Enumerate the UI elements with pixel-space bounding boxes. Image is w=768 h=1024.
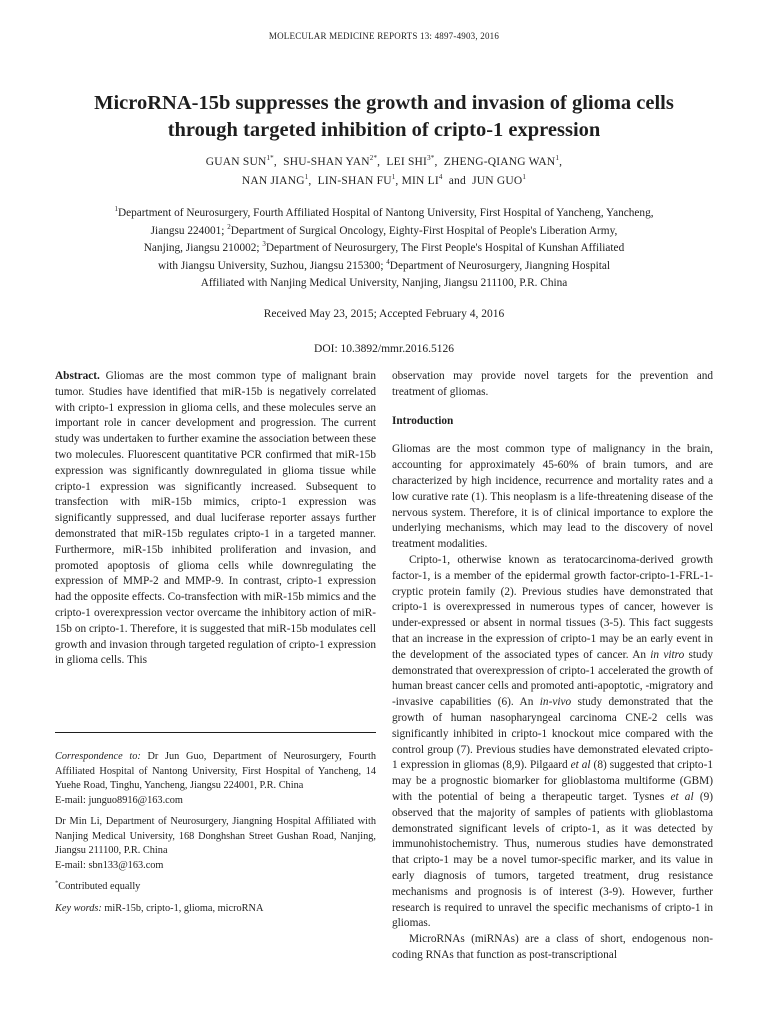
keywords: miR-15b, cripto-1, glioma, microRNA (104, 902, 264, 914)
author-affil-mark: 4 (438, 173, 443, 182)
article-title (40, 90, 728, 144)
affil-mark: 2 (227, 222, 231, 231)
abstract (55, 369, 376, 669)
affil-mark: 4 (386, 258, 390, 267)
title-line-1: MicroRNA-15b suppresses the growth and invasion of glioma cells (94, 92, 674, 114)
author: NAN JIANG (241, 175, 305, 187)
author-affil-mark: 2* (369, 154, 378, 163)
intro-paragraph-3: MicroRNAs (miRNAs) are a class of short, endogenous non-coding RNAs that function as post-transcriptional (392, 933, 713, 961)
affil-mark: 1 (114, 205, 118, 214)
intro-text: study demonstrated that the growth of human nasopharyngeal carcinoma CNE-2 cells was significantly inhibited in cripto-1 knockout mice compared with the control group (7). Previous studies have demonstrated elevated cripto-1 expression in gliomas (8,9). Pilgaard (392, 696, 713, 772)
left-column (55, 369, 376, 669)
author: ZHENG-QIANG WAN (443, 156, 556, 168)
running-header: MOLECULAR MEDICINE REPORTS 13: 4897-4903, 2016 (268, 31, 500, 41)
author: MIN LI (401, 175, 439, 187)
correspondence-label: Correspondence to: (55, 751, 141, 762)
title-line-2: through targeted inhibition of cripto-1 expression (167, 119, 601, 141)
intro-text: (8) suggested that cripto-1 may be a prognostic biomarker for glioblastoma multiforme (GBM) with the potential of being a therapeutic target. Tysnes (392, 759, 713, 803)
affiliation: Department of Neurosurgery, Jiangning Hospital (389, 259, 611, 272)
intro-text: (9) observed that the majority of samples of patients with glioblastoma demonstrated significant levels of cripto-1, as it was detected by immunohistochemistry. Thus, numerous studies have demonstrated that cripto-1 may be a novel tumor-specific marker, and its value in early diagnosis of tumors, targeted treatment, drug resistance mechanisms and prognosis is of interest (3-9). However, further research is required to unravel the specific mechanisms of cripto-1 in gliomas. (392, 790, 714, 930)
author-affil-mark: 1 (555, 154, 560, 163)
intro-paragraph-2 (392, 553, 713, 932)
affiliation: Department of Neurosurgery, The First People's Hospital of Kunshan Affiliated (265, 242, 625, 255)
footnote-divider (55, 732, 376, 733)
author-affil-mark: 3* (427, 154, 435, 163)
introduction-heading: Introduction (392, 414, 454, 427)
author: LIN-SHAN FU (317, 175, 392, 187)
author-affil-mark: 1 (522, 173, 527, 182)
affiliations (66, 205, 702, 293)
intro-italic: in vitro (650, 648, 685, 661)
intro-paragraph-1: Gliomas are the most common type of malignancy in the brain, accounting for approximately 45-60% of brain tumors, and are characterized by high incidence, recurrence and mortality rates and a low curative rate (1). This neoplasm is a life-threatening disease of the nervous system. Therefore, it is of clinical importance to explore the underlying mechanisms, which may lead to the discovery of novel treatment modalities. (392, 443, 713, 551)
affiliation: Affiliated with Nanjing Medical University, Nanjing, Jiangsu 211100, P.R. China (200, 277, 568, 290)
author: SHU-SHAN YAN (283, 156, 370, 168)
author: LEI SHI (386, 156, 428, 168)
contributed-equally: Contributed equally (58, 881, 141, 892)
abstract-continued: observation may provide novel targets for the prevention and treatment of gliomas. (392, 370, 713, 398)
received-accepted-dates: Received May 23, 2015; Accepted February 4, 2016 (263, 308, 505, 320)
affiliation: Department of Neurosurgery, Fourth Affiliated Hospital of Nantong University, First Hospital of Yancheng, Yancheng, (117, 207, 654, 219)
contrib-mark: * (55, 879, 59, 887)
doi: DOI: 10.3892/mmr.2016.5126 (314, 343, 454, 355)
intro-text: study demonstrated that overexpression of cripto-1 accelerated the growth of human breast cancer cells and promoted anti-apoptotic, -migratory and -invasive capabilities (6). An (392, 648, 713, 709)
author-affil-mark: 1* (266, 154, 274, 163)
intro-text: Cripto-1, otherwise known as teratocarcinoma-derived growth factor-1, is a member of the epidermal growth factor-cripto-1-FRL-1-cryptic protein family (2). Previous studies have demonstrated that cripto-1 is overexpressed in numerous types of cancer, however is under-expressed or absent in normal tissues (3-5). This fact suggests that an increase in the expression of cripto-1 may be an early event in the development of the associated types of cancer. An (392, 553, 713, 661)
correspondence-li: Dr Min Li, Department of Neurosurgery, Jiangning Hospital Affiliated with Nanjing Medical University, 168 Donghshan Street Gushan Road, Nanjing, Jiangsu 211100, P.R. China (55, 816, 376, 856)
affiliation: Department of Surgical Oncology, Eighty-First Hospital of People's Liberation Army, (230, 224, 618, 237)
correspondence-guo-email: E-mail: junguo8916@163.com (55, 794, 183, 806)
correspondence-li-email: E-mail: sbn133@163.com (55, 859, 164, 871)
affil-mark: 3 (262, 240, 266, 249)
author-affil-mark: 1 (391, 173, 396, 182)
affiliation: Jiangsu 224001; (150, 224, 225, 237)
correspondence-footnote (55, 750, 376, 916)
author-list: GUAN $SUN^{1*}$, SHU-SHAN $YAN^{2*}$, LEI $SHI^{3*}$, ZHENG-QIANG WAN$^1$, NAN JIANG$^1$, LIN-SHAN $FU^1$, MIN $LI^4$ and JUN GUO$^1$ (205, 154, 563, 187)
intro-italic: in-vivo (539, 696, 572, 709)
author-conjunction: and (448, 175, 466, 187)
author: GUAN SUN (205, 156, 267, 168)
intro-italic: et al (670, 790, 694, 803)
intro-italic: et al (570, 759, 591, 772)
keywords-label: Key words: (55, 902, 102, 914)
abstract-label: Abstract. (55, 370, 100, 382)
abstract-text: Gliomas are the most common type of malignant brain tumor. Studies have identified that miR-15b is negatively correlated with cripto-1 expression in glioma cells, and these molecules serve an important role in cancer development and progression. The current study was undertaken to further examine the association between these two molecules. Fluorescent quantitative PCR confirmed that miR-15b expression was significantly downregulated in glioma tissue while cripto-1 expression was significantly increased. Subsequent to transfection with miR-15b mimics, cripto-1 expression was significantly suppressed, and dual luciferase reporter assays further demonstrated that miR-15b regulates cripto-1 in a targeted manner. Furthermore, miR-15b inhibited proliferation and invasion, and promoted apoptosis of glioma cells while downregulating the expression of MMP-2 and MMP-9. In contrast, cripto-1 expression had the opposite effects. Co-transfection with miR-15b mimics and the cripto-1 overexpression vector overcame the inhibitory action of miR-15b on cripto-1. Therefore, it is suggested that miR-15b modulates cell growth and invasion through targeted regulation of cripto-1 expression in glioma cells. This (55, 370, 377, 667)
author-affil-mark: 1 (304, 173, 309, 182)
correspondence-guo: Dr Jun Guo, Department of Neurosurgery, Fourth Affiliated Hospital of Nantong University, First Hospital of Yancheng, 14 Yuehe Road, Tinghu, Yancheng, Jiangsu 224001, P.R. China (55, 751, 376, 791)
right-column (392, 369, 713, 964)
affiliation: Nanjing, Jiangsu 210002; (143, 242, 260, 255)
affiliation: with Jiangsu University, Suzhou, Jiangsu 215300; (157, 259, 384, 272)
author: JUN GUO (472, 175, 523, 187)
